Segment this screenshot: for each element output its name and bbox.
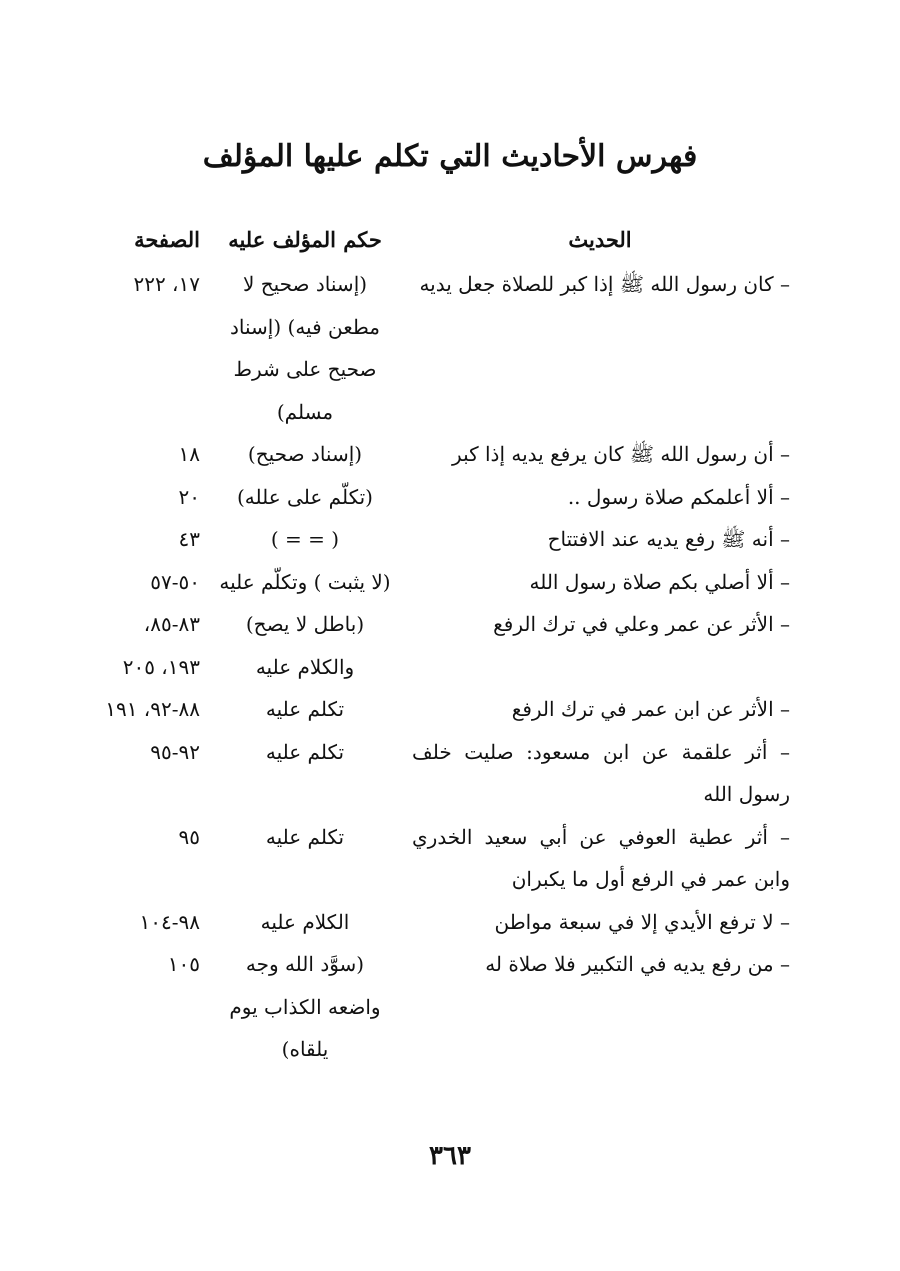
header-hadith: الحديث [568, 227, 632, 252]
table-row [100, 688, 800, 731]
ruling-text: (باطل لا يصح) والكلام عليه [245, 612, 365, 679]
table-row [100, 943, 800, 1071]
page-ref: ٤٣ [178, 527, 200, 551]
ruling-text: تكلم عليه [265, 824, 345, 849]
hadith-text: – أثر علقمة عن ابن مسعود: صليت خلف رسول الله [412, 739, 790, 806]
hadith-text: – أن رسول الله ﷺ كان يرفع يديه إذا كبر [452, 442, 790, 466]
ruling-text: تكلم عليه [265, 697, 345, 721]
table-header [100, 220, 800, 260]
page-ref: ٨٨-٩٢، ١٩١ [105, 697, 200, 721]
page-ref: ١٧، ٢٢٢ [133, 272, 200, 296]
hadith-text: – أنه ﷺ رفع يديه عند الافتتاح [547, 527, 790, 551]
table-row [100, 263, 800, 433]
header-ruling: حكم المؤلف عليه [228, 227, 382, 252]
hadith-text: – ألا أعلمكم صلاة رسول .. [567, 484, 790, 509]
ruling-text: (لا يثبت ) وتكلّم عليه [219, 569, 391, 594]
ruling-text: ( = = ) [270, 527, 340, 551]
hadith-text: – كان رسول الله ﷺ إذا كبر للصلاة جعل يديه [419, 272, 790, 296]
table-row [100, 561, 800, 604]
ruling-text: (تكلّم على علله) [237, 484, 373, 509]
hadith-text: – من رفع يديه في التكبير فلا صلاة له [485, 952, 790, 976]
page-number: ٣٦٣ [429, 1141, 471, 1171]
ruling-text: الكلام عليه [260, 909, 350, 934]
hadith-index-table [100, 220, 800, 1071]
page-ref: ١٠٥ [167, 952, 200, 976]
table-row [100, 518, 800, 561]
ruling-text: (إسناد صحيح) [247, 442, 363, 466]
page-ref: ٨٣-٨٥، ١٩٣، ٢٠٥ [122, 612, 200, 679]
table-row [100, 433, 800, 476]
ruling-text: تكلم عليه [265, 739, 345, 764]
page-ref: ٩٥ [178, 824, 200, 849]
page-ref: ٢٠ [178, 484, 200, 509]
page-ref: ٩٨-١٠٤ [139, 909, 200, 934]
hadith-text: – الأثر عن ابن عمر في ترك الرفع [511, 697, 790, 721]
page-ref: ٥٠-٥٧ [150, 569, 200, 594]
page-title: فهرس الأحاديث التي تكلم عليها المؤلف [202, 139, 698, 174]
table-row [100, 816, 800, 901]
ruling-text: (إسناد صحيح لا مطعن فيه) (إسناد صحيح على شرط مسلم) [230, 272, 380, 424]
hadith-text: – الأثر عن عمر وعلي في ترك الرفع [493, 612, 790, 636]
table-row [100, 901, 800, 944]
page-ref: ١٨ [178, 442, 200, 466]
hadith-text: – لا ترفع الأيدي إلا في سبعة مواطن [494, 909, 790, 934]
hadith-text: – أثر عطية العوفي عن أبي سعيد الخدري وابن عمر في الرفع أول ما يكبران [412, 824, 790, 891]
header-page: الصفحة [134, 227, 200, 252]
table-row [100, 476, 800, 519]
ruling-text: (سوَّد الله وجه واضعه الكذاب يوم يلقاه) [229, 952, 381, 1061]
hadith-text: – ألا أصلي بكم صلاة رسول الله [529, 569, 790, 594]
table-row [100, 731, 800, 816]
table-row [100, 603, 800, 688]
page-ref: ٩٢-٩٥ [150, 739, 200, 764]
